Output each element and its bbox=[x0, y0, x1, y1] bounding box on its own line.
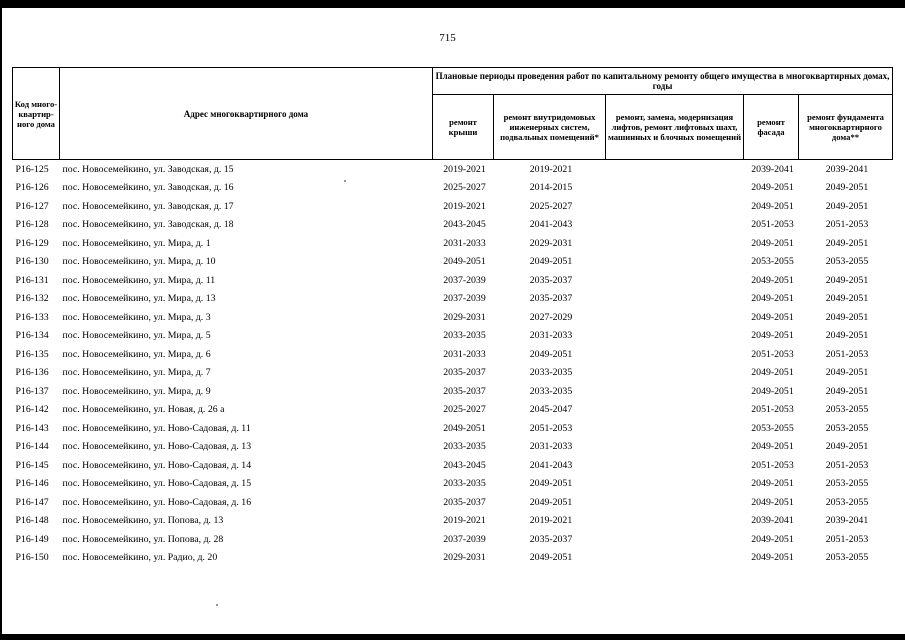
cell-roof: 2037-2039 bbox=[443, 533, 486, 545]
cell-foundation: 2049-2051 bbox=[825, 441, 869, 453]
cell-lifts bbox=[606, 530, 744, 549]
cell-lifts bbox=[606, 345, 744, 364]
table-row bbox=[13, 197, 893, 216]
table-row bbox=[13, 327, 893, 346]
cell-roof: 2033-2035 bbox=[443, 478, 486, 490]
cell-internal-systems: 2029-2031 bbox=[529, 237, 573, 249]
cell-internal-systems: 2041-2043 bbox=[529, 459, 573, 471]
cell-address: пос. Новосемейкино, ул. Мира, д. 7 bbox=[62, 367, 211, 379]
cell-code: P16-144 bbox=[15, 441, 49, 453]
cell-roof: 2025-2027 bbox=[443, 404, 486, 416]
cell-address: пос. Новосемейкино, ул. Мира, д. 9 bbox=[62, 385, 211, 397]
cell-facade: 2053-2055 bbox=[751, 422, 794, 434]
cell-facade: 2049-2051 bbox=[751, 237, 794, 249]
cell-address: пос. Новосемейкино, ул. Мира, д. 11 bbox=[62, 274, 216, 286]
cell-lifts bbox=[606, 308, 744, 327]
cell-address: пос. Новосемейкино, ул. Мира, д. 1 bbox=[62, 237, 211, 249]
cell-lifts bbox=[606, 438, 744, 457]
cell-lifts bbox=[606, 216, 744, 235]
cell-code: P16-149 bbox=[15, 533, 49, 545]
table-row bbox=[13, 530, 893, 549]
scan-speck bbox=[216, 604, 218, 606]
cell-roof: 2035-2037 bbox=[443, 385, 486, 397]
cell-facade: 2049-2051 bbox=[751, 274, 794, 286]
table-row bbox=[13, 271, 893, 290]
cell-address: пос. Новосемейкино, ул. Ново-Садовая, д. 14 bbox=[62, 459, 252, 471]
cell-lifts bbox=[606, 456, 744, 475]
cell-internal-systems: 2045-2047 bbox=[529, 404, 573, 416]
cell-facade: 2049-2051 bbox=[751, 311, 794, 323]
cell-address: пос. Новосемейкино, ул. Заводская, д. 16 bbox=[62, 182, 234, 194]
cell-lifts bbox=[606, 290, 744, 309]
cell-foundation: 2053-2055 bbox=[825, 404, 869, 416]
cell-address: пос. Новосемейкино, ул. Попова, д. 13 bbox=[62, 515, 224, 527]
cell-facade: 2049-2051 bbox=[751, 496, 794, 508]
cell-roof: 2037-2039 bbox=[443, 293, 486, 305]
table-row bbox=[13, 160, 893, 179]
cell-internal-systems: 2049-2051 bbox=[529, 348, 573, 360]
cell-facade: 2049-2051 bbox=[751, 533, 794, 545]
scan-edge-top bbox=[0, 0, 905, 8]
cell-code: P16-145 bbox=[15, 459, 49, 471]
cell-internal-systems: 2033-2035 bbox=[529, 385, 573, 397]
cell-code: P16-146 bbox=[15, 478, 49, 490]
table-row bbox=[13, 216, 893, 235]
cell-facade: 2049-2051 bbox=[751, 478, 794, 490]
cell-facade: 2049-2051 bbox=[751, 441, 794, 453]
header-planned-periods: Плановые периоды проведения работ по капитальному ремонту общего имущества в многоквартирных домах, годы bbox=[433, 68, 893, 95]
table-row bbox=[13, 512, 893, 531]
cell-address: пос. Новосемейкино, ул. Радио, д. 20 bbox=[62, 552, 218, 564]
cell-foundation: 2049-2051 bbox=[825, 237, 869, 249]
cell-lifts bbox=[606, 549, 744, 568]
header-lifts: ремонт, замена, модернизация лифтов, ремонт лифтовых шахт, машинных и блочных помещений bbox=[606, 95, 744, 160]
cell-internal-systems: 2049-2051 bbox=[529, 256, 573, 268]
cell-facade: 2049-2051 bbox=[751, 200, 794, 212]
cell-internal-systems: 2033-2035 bbox=[529, 367, 573, 379]
cell-foundation: 2049-2051 bbox=[825, 274, 869, 286]
table-row bbox=[13, 475, 893, 494]
cell-foundation: 2049-2051 bbox=[825, 367, 869, 379]
table-row bbox=[13, 382, 893, 401]
cell-facade: 2049-2051 bbox=[751, 385, 794, 397]
cell-code: P16-142 bbox=[15, 404, 49, 416]
header-roof: ремонт крыши bbox=[433, 95, 494, 160]
table-row bbox=[13, 493, 893, 512]
cell-facade: 2039-2041 bbox=[751, 515, 794, 527]
cell-roof: 2035-2037 bbox=[443, 367, 486, 379]
cell-lifts bbox=[606, 197, 744, 216]
cell-code: P16-143 bbox=[15, 422, 49, 434]
cell-facade: 2051-2053 bbox=[751, 219, 794, 231]
cell-facade: 2049-2051 bbox=[751, 330, 794, 342]
cell-facade: 2051-2053 bbox=[751, 404, 794, 416]
table-row bbox=[13, 549, 893, 568]
cell-internal-systems: 2035-2037 bbox=[529, 274, 573, 286]
cell-foundation: 2053-2055 bbox=[825, 256, 869, 268]
scan-edge-bottom bbox=[0, 634, 905, 640]
cell-facade: 2049-2051 bbox=[751, 552, 794, 564]
table-row bbox=[13, 308, 893, 327]
cell-code: P16-148 bbox=[15, 515, 49, 527]
cell-address: пос. Новосемейкино, ул. Мира, д. 6 bbox=[62, 348, 211, 360]
cell-lifts bbox=[606, 271, 744, 290]
table-row bbox=[13, 401, 893, 420]
table-row bbox=[13, 456, 893, 475]
cell-internal-systems: 2035-2037 bbox=[529, 293, 573, 305]
cell-foundation: 2051-2053 bbox=[825, 533, 869, 545]
cell-foundation: 2049-2051 bbox=[825, 293, 869, 305]
cell-internal-systems: 2049-2051 bbox=[529, 496, 573, 508]
cell-roof: 2025-2027 bbox=[443, 182, 486, 194]
cell-address: пос. Новосемейкино, ул. Мира, д. 5 bbox=[62, 330, 211, 342]
cell-foundation: 2051-2053 bbox=[825, 219, 869, 231]
cell-facade: 2049-2051 bbox=[751, 367, 794, 379]
cell-code: P16-125 bbox=[15, 163, 49, 175]
cell-roof: 2019-2021 bbox=[443, 163, 486, 175]
cell-code: P16-133 bbox=[15, 311, 49, 323]
cell-address: пос. Новосемейкино, ул. Мира, д. 3 bbox=[62, 311, 211, 323]
cell-code: P16-132 bbox=[15, 293, 49, 305]
cell-foundation: 2039-2041 bbox=[825, 163, 869, 175]
table-row bbox=[13, 290, 893, 309]
cell-roof: 2033-2035 bbox=[443, 330, 486, 342]
cell-address: пос. Новосемейкино, ул. Ново-Садовая, д. 16 bbox=[62, 496, 252, 508]
cell-foundation: 2053-2055 bbox=[825, 422, 869, 434]
cell-code: P16-134 bbox=[15, 330, 49, 342]
cell-roof: 2043-2045 bbox=[443, 459, 486, 471]
cell-roof: 2031-2033 bbox=[443, 237, 486, 249]
cell-address: пос. Новосемейкино, ул. Заводская, д. 18 bbox=[62, 219, 234, 231]
cell-internal-systems: 2049-2051 bbox=[529, 552, 573, 564]
table-body bbox=[13, 160, 893, 568]
cell-internal-systems: 2014-2015 bbox=[529, 182, 573, 194]
cell-code: P16-147 bbox=[15, 496, 49, 508]
cell-roof: 2029-2031 bbox=[443, 552, 486, 564]
scan-edge-left bbox=[0, 0, 2, 640]
cell-facade: 2049-2051 bbox=[751, 182, 794, 194]
cell-lifts bbox=[606, 234, 744, 253]
cell-internal-systems: 2041-2043 bbox=[529, 219, 573, 231]
table-row bbox=[13, 253, 893, 272]
cell-lifts bbox=[606, 475, 744, 494]
cell-code: P16-128 bbox=[15, 219, 49, 231]
cell-lifts bbox=[606, 253, 744, 272]
cell-address: пос. Новосемейкино, ул. Ново-Садовая, д. 15 bbox=[62, 478, 252, 490]
cell-facade: 2053-2055 bbox=[751, 256, 794, 268]
cell-code: P16-131 bbox=[15, 274, 49, 286]
cell-internal-systems: 2031-2033 bbox=[529, 441, 573, 453]
cell-address: пос. Новосемейкино, ул. Новая, д. 26 а bbox=[62, 404, 225, 416]
cell-address: пос. Новосемейкино, ул. Ново-Садовая, д. 11 bbox=[62, 422, 251, 434]
header-internal-systems: ремонт внутридомовых инженерных систем, подвальных помещений* bbox=[494, 95, 606, 160]
cell-lifts bbox=[606, 179, 744, 198]
cell-internal-systems: 2035-2037 bbox=[529, 533, 573, 545]
cell-internal-systems: 2027-2029 bbox=[529, 311, 573, 323]
table-row bbox=[13, 179, 893, 198]
header-facade: ремонт фасада bbox=[744, 95, 799, 160]
cell-foundation: 2051-2053 bbox=[825, 348, 869, 360]
cell-code: P16-129 bbox=[15, 237, 49, 249]
cell-lifts bbox=[606, 160, 744, 179]
cell-roof: 2019-2021 bbox=[443, 200, 486, 212]
table-row bbox=[13, 364, 893, 383]
cell-internal-systems: 2019-2021 bbox=[529, 163, 573, 175]
cell-roof: 2049-2051 bbox=[443, 422, 486, 434]
cell-address: пос. Новосемейкино, ул. Мира, д. 13 bbox=[62, 293, 216, 305]
cell-address: пос. Новосемейкино, ул. Попова, д. 28 bbox=[62, 533, 224, 545]
cell-foundation: 2053-2055 bbox=[825, 552, 869, 564]
capital-repair-table bbox=[12, 67, 893, 567]
cell-address: пос. Новосемейкино, ул. Мира, д. 10 bbox=[62, 256, 216, 268]
cell-foundation: 2049-2051 bbox=[825, 200, 869, 212]
cell-lifts bbox=[606, 382, 744, 401]
cell-code: P16-135 bbox=[15, 348, 49, 360]
cell-roof: 2019-2021 bbox=[443, 515, 486, 527]
cell-internal-systems: 2049-2051 bbox=[529, 478, 573, 490]
cell-lifts bbox=[606, 327, 744, 346]
cell-roof: 2049-2051 bbox=[443, 256, 486, 268]
cell-foundation: 2049-2051 bbox=[825, 182, 869, 194]
table-row bbox=[13, 419, 893, 438]
cell-foundation: 2053-2055 bbox=[825, 478, 869, 490]
cell-foundation: 2039-2041 bbox=[825, 515, 869, 527]
cell-internal-systems: 2019-2021 bbox=[529, 515, 573, 527]
cell-facade: 2039-2041 bbox=[751, 163, 794, 175]
cell-roof: 2037-2039 bbox=[443, 274, 486, 286]
cell-facade: 2051-2053 bbox=[751, 459, 794, 471]
cell-code: P16-127 bbox=[15, 200, 49, 212]
cell-lifts bbox=[606, 512, 744, 531]
cell-code: P16-126 bbox=[15, 182, 49, 194]
header-code: Код много-квартир-ного дома bbox=[13, 68, 60, 160]
cell-internal-systems: 2051-2053 bbox=[529, 422, 573, 434]
cell-roof: 2029-2031 bbox=[443, 311, 486, 323]
cell-lifts bbox=[606, 493, 744, 512]
cell-lifts bbox=[606, 364, 744, 383]
cell-address: пос. Новосемейкино, ул. Заводская, д. 17 bbox=[62, 200, 234, 212]
cell-code: P16-150 bbox=[15, 552, 49, 564]
cell-roof: 2035-2037 bbox=[443, 496, 486, 508]
cell-foundation: 2049-2051 bbox=[825, 311, 869, 323]
cell-internal-systems: 2031-2033 bbox=[529, 330, 573, 342]
cell-foundation: 2049-2051 bbox=[825, 330, 869, 342]
table-row bbox=[13, 345, 893, 364]
cell-roof: 2043-2045 bbox=[443, 219, 486, 231]
cell-foundation: 2051-2053 bbox=[825, 459, 869, 471]
cell-foundation: 2053-2055 bbox=[825, 496, 869, 508]
table-row bbox=[13, 234, 893, 253]
cell-code: P16-136 bbox=[15, 367, 49, 379]
cell-roof: 2033-2035 bbox=[443, 441, 486, 453]
cell-code: P16-130 bbox=[15, 256, 49, 268]
cell-lifts bbox=[606, 419, 744, 438]
header-address: Адрес многоквартирного дома bbox=[60, 68, 433, 160]
table-row bbox=[13, 438, 893, 457]
cell-lifts bbox=[606, 401, 744, 420]
cell-internal-systems: 2025-2027 bbox=[529, 200, 573, 212]
cell-code: P16-137 bbox=[15, 385, 49, 397]
cell-facade: 2049-2051 bbox=[751, 293, 794, 305]
cell-roof: 2031-2033 bbox=[443, 348, 486, 360]
cell-address: пос. Новосемейкино, ул. Заводская, д. 15 bbox=[62, 163, 234, 175]
header-foundation: ремонт фундамента многоквартирного дома** bbox=[799, 95, 893, 160]
cell-foundation: 2049-2051 bbox=[825, 385, 869, 397]
page-number: 715 bbox=[439, 32, 456, 44]
cell-address: пос. Новосемейкино, ул. Ново-Садовая, д. 13 bbox=[62, 441, 252, 453]
cell-facade: 2051-2053 bbox=[751, 348, 794, 360]
